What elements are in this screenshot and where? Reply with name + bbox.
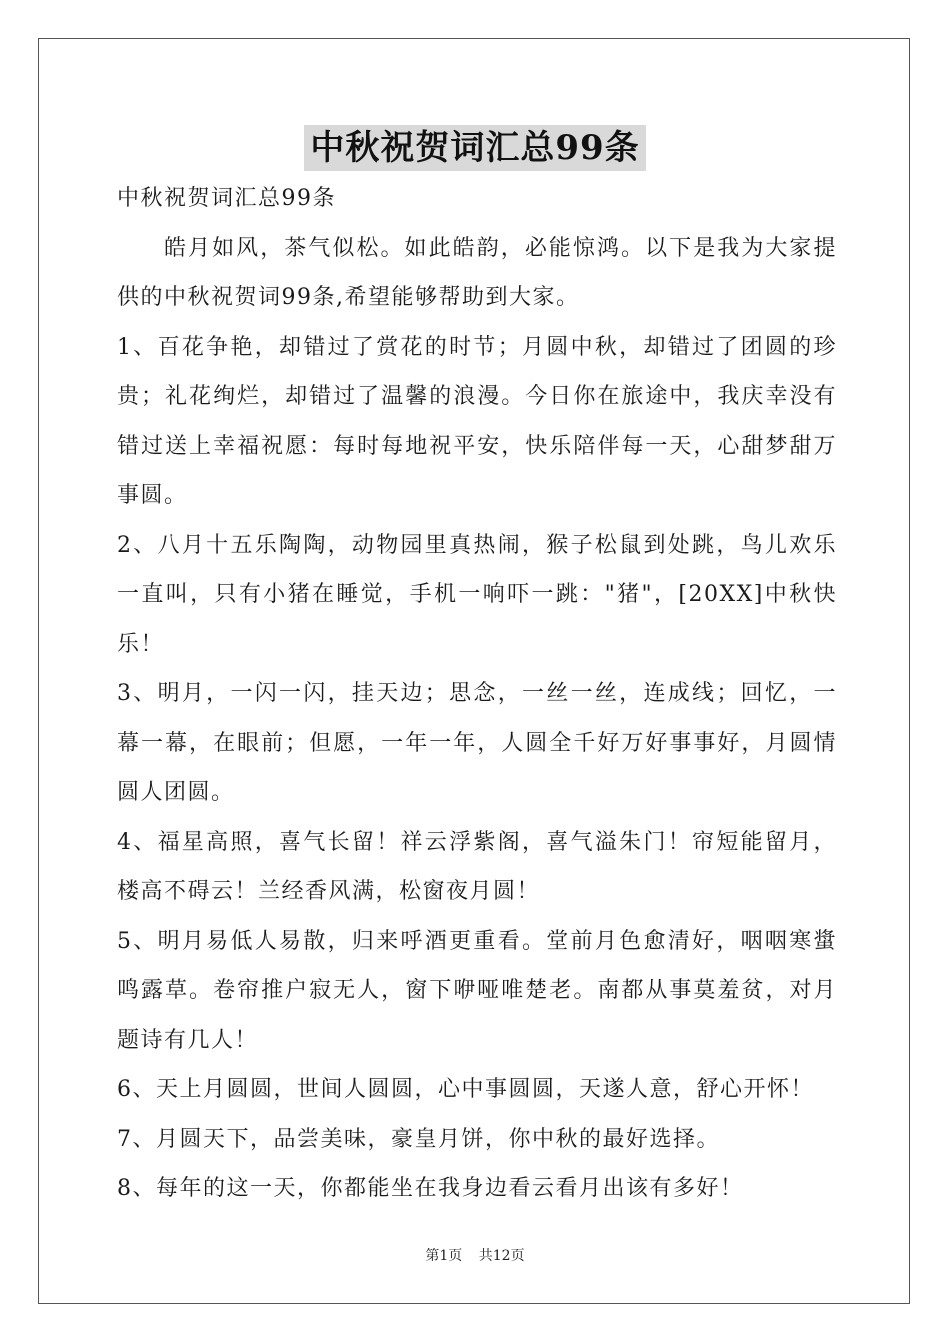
list-item: 7、月圆天下，品尝美味，豪皇月饼，你中秋的最好选择。	[117, 1126, 720, 1152]
list-item: 2、八月十五乐陶陶，动物园里真热闹，猴子松鼠到处跳，鸟儿欢乐一直叫，只有小猪在睡觉，手机一响吓一跳："猪"，[20XX]中秋快乐！	[117, 532, 837, 657]
list-item: 5、明月易低人易散，归来呼酒更重看。堂前月色愈清好，咽咽寒螀鸣露草。卷帘推户寂无人，窗下咿哑唯楚老。南都从事莫羞贫，对月题诗有几人！	[117, 928, 837, 1053]
page-footer	[0, 1245, 950, 1265]
page-number-current: 第1页	[425, 1248, 463, 1264]
list-item: 6、天上月圆圆，世间人圆圆，心中事圆圆，天遂人意，舒心开怀！	[117, 1077, 814, 1102]
title-container	[0, 125, 950, 171]
document-title: 中秋祝贺词汇总99条	[304, 125, 645, 171]
list-item: 4、福星高照，喜气长留！祥云浮紫阁，喜气溢朱门！帘短能留月，楼高不碍云！兰经香风满，松窗夜月圆！	[117, 829, 837, 904]
list-item: 8、每年的这一天，你都能坐在我身边看云看月出该有多好！	[117, 1176, 744, 1201]
list-item: 1、百花争艳，却错过了赏花的时节；月圆中秋，却错过了团圆的珍贵；礼花绚烂，却错过了温馨的浪漫。今日你在旅途中，我庆幸没有错过送上幸福祝愿：每时每地祝平安，快乐陪伴每一天，心甜梦甜万事圆。	[117, 334, 837, 508]
intro-paragraph: 皓月如风，茶气似松。如此皓韵，必能惊鸿。以下是我为大家提供的中秋祝贺词99条,希望能够帮助到大家。	[117, 235, 837, 310]
document-subtitle: 中秋祝贺词汇总99条	[117, 186, 336, 211]
page-number-total: 共12页	[478, 1248, 525, 1264]
document-body	[117, 174, 837, 1214]
list-item: 3、明月，一闪一闪，挂天边；思念，一丝一丝，连成线；回忆，一幕一幕，在眼前；但愿，一年一年，人圆全千好万好事事好，月圆情圆人团圆。	[117, 681, 837, 805]
